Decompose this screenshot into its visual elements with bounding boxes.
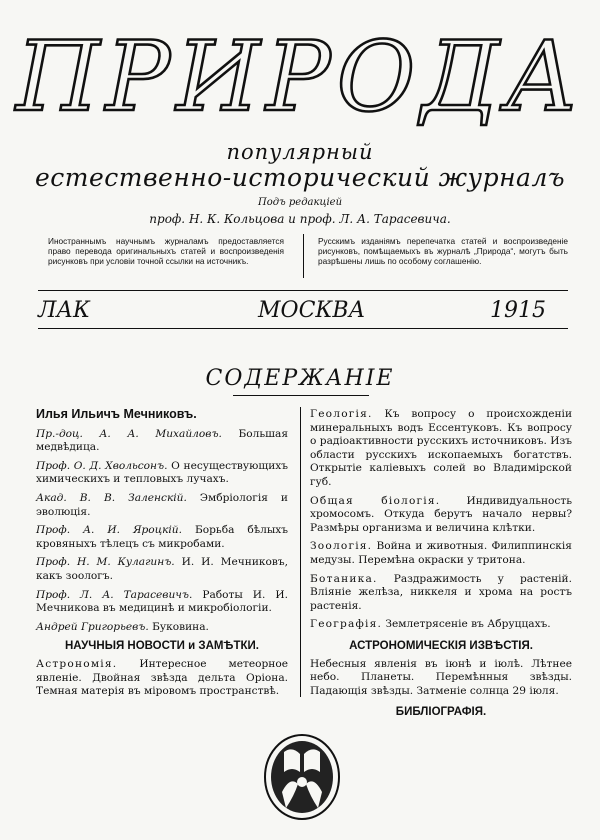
journal-title <box>0 18 600 138</box>
news-entry <box>310 618 572 632</box>
news-heading: НАУЧНЫЯ НОВОСТИ и ЗАМѢТКИ. <box>64 640 259 653</box>
article-author: Пр.-доц. А. А. Михайловъ. <box>36 427 222 440</box>
rubric-label: Астрономія. <box>36 657 118 670</box>
news-entry <box>310 408 572 490</box>
article-author: Андрей Григорьевъ. <box>36 620 149 633</box>
article-title: О несуществующихъ химическихъ и тепловыхъ лучахъ. <box>36 459 288 486</box>
rubric-text: Раздражимость у растеній. Вліяніе желѣза, никкеля и хрома на ростъ растенія. <box>310 572 572 612</box>
article-title: Борьба бѣлыхъ кровяныхъ тѣлецъ съ микробами. <box>36 524 289 550</box>
article-title: Эмбріологія и эволюція. <box>36 491 288 518</box>
editors-names: проф. Н. К. Кольцова и проф. Л. А. Тарасевича. <box>149 212 451 226</box>
rubric-label: Ботаника. <box>310 572 378 585</box>
rubric-text: Къ вопросу о происхожденіи минеральныхъ водъ Ессентуковъ. Къ вопросу о радіоактивности русскихъ источниковъ. Изъ области русскихъ ископаемыхъ богатствъ. Открытіе каліевыхъ солей во Владимірской губ. <box>310 408 572 488</box>
article-author: Проф. Л. А. Тарасевичъ. <box>36 588 193 601</box>
rule-top <box>38 290 568 291</box>
rubric-text: Землетрясеніе въ Абруццахъ. <box>385 618 551 631</box>
column-divider <box>300 407 301 697</box>
article-author: Проф. О. Д. Хвольсонъ. <box>36 459 168 472</box>
lead-article: Илья Ильичъ Мечниковъ. <box>36 407 197 421</box>
contents-right-column <box>310 408 572 724</box>
article-entry <box>36 556 288 583</box>
article-author: Проф. Н. М. Кулагинъ. <box>36 556 175 569</box>
notice-foreign-journals: Иностраннымъ научнымъ журналамъ предоставляется право перевода оригинальныхъ статей и воспроизведенія рисунковъ при условіи точной ссылки на источникъ. <box>48 236 284 266</box>
article-title: Большая медвѣдица. <box>36 427 289 454</box>
article-entry <box>36 428 288 455</box>
article-title: Буковина. <box>152 620 209 633</box>
article-entry <box>36 460 288 487</box>
notice-russian-publications: Русскимъ изданіямъ перепечатка статей и воспроизведеніе рисунковъ, помѣщаемыхъ въ журналѣ „Природа“, могутъ быть разрѣшены лишь по особому соглашенію. <box>318 236 568 266</box>
bibliography-heading: БИБЛІОГРАФІЯ. <box>395 706 487 719</box>
issue-month: ЛАК <box>38 298 91 323</box>
article-author: Акад. В. В. Заленскій. <box>36 491 187 504</box>
astro-news-heading: АСТРОНОМИЧЕСКІЯ ИЗВѢСТІЯ. <box>349 639 533 652</box>
subtitle-line2: естественно-исторический журналъ <box>34 163 566 192</box>
astro-news-text: Небесныя явленія въ іюнѣ и іюлѣ. Лѣтнее небо. Планеты. Перемѣнныя звѣзды. Падающія звѣзды. Затменіе солнца 29 іюля. <box>310 657 572 697</box>
article-author: Проф. А. И. Яроцкій. <box>36 524 182 537</box>
contents-heading: СОДЕРЖАНІЕ <box>205 366 395 391</box>
article-title: И. И. Мечниковъ, какъ зоологъ. <box>36 556 288 582</box>
article-entry <box>36 621 288 635</box>
rubric-label: Зоологія. <box>310 540 373 553</box>
issue-city: МОСКВА <box>258 298 366 323</box>
article-entry <box>36 589 288 616</box>
vignette-emblem-icon <box>262 732 342 822</box>
journal-title-text: ПРИРОДА <box>15 21 585 133</box>
article-title: Работы И. И. Мечникова въ медицинѣ и микробіологіи. <box>36 588 288 615</box>
notice-divider <box>303 234 304 278</box>
issue-year: 1915 <box>490 298 546 323</box>
contents-left-column <box>36 408 288 704</box>
rubric-label: Геологія. <box>310 408 373 420</box>
editors-label: Подъ редакціей <box>257 197 343 208</box>
article-entry <box>36 524 288 551</box>
subtitle-line1: популярный <box>226 140 374 164</box>
rule-bottom <box>38 328 568 329</box>
contents-underline <box>233 395 369 396</box>
rubric-label: Географія. <box>310 618 383 631</box>
news-entry <box>310 495 572 536</box>
rubric-label: Общая біологія. <box>310 494 441 507</box>
article-entry <box>36 492 288 519</box>
news-entry <box>310 540 572 567</box>
rubric-text: Война и животныя. Филиппинскія медузы. Перемѣна окраски у тритона. <box>310 540 572 566</box>
rubric-text: Интересное метеорное явленіе. Двойная звѣзда дельта Оріона. Темная матерія въ міровомъ пространствѣ. <box>36 657 289 698</box>
news-entry <box>310 573 572 614</box>
rubric-text: Индивидуальность хромосомъ. Откуда берутъ начало нервы? Размѣры организма и величина клѣтки. <box>310 494 572 534</box>
news-entry-astronomy <box>36 658 288 699</box>
